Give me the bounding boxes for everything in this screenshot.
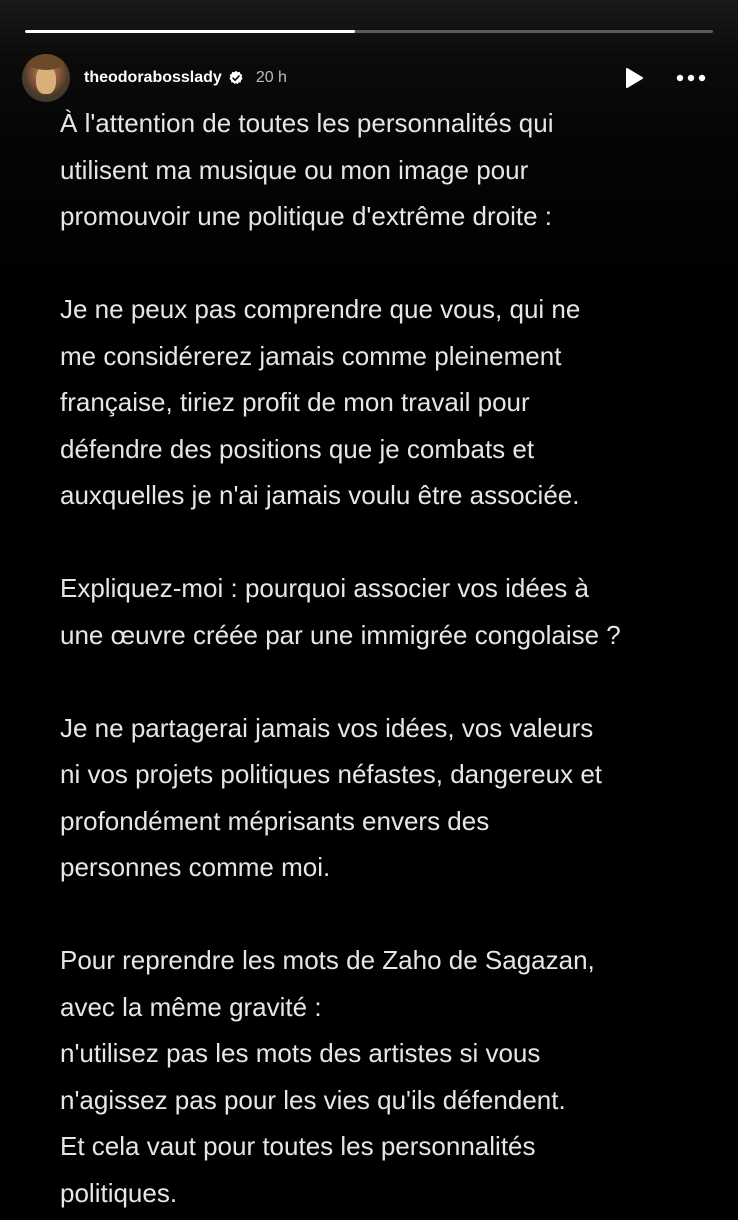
verified-badge-icon	[228, 70, 244, 86]
play-icon	[624, 67, 644, 89]
story-text	[60, 100, 730, 1216]
story-text-line: n'utilisez pas les mots des artistes si vous	[60, 1038, 541, 1068]
story-text-line: une œuvre créée par une immigrée congolaise ?	[60, 619, 621, 650]
post-time: 20 h	[255, 69, 287, 86]
story-text-line: personnes comme moi.	[60, 852, 331, 882]
story-text-line: ni vos projets politiques néfastes, dangereux et	[60, 759, 603, 789]
story-header	[22, 52, 712, 104]
story-text-line: défendre des positions que je combats et	[60, 433, 535, 464]
story-text-line: avec la même gravité :	[60, 991, 322, 1022]
story-text-line: Et cela vaut pour toutes les personnalités	[60, 1131, 536, 1161]
more-options-button[interactable]	[674, 66, 708, 90]
story-text-line: Je ne peux pas comprendre que vous, qui ne	[60, 294, 581, 324]
story-text-line: promouvoir une politique d'extrême droite :	[60, 201, 553, 231]
paragraph-gap	[60, 891, 730, 938]
story-text-line: Pour reprendre les mots de Zaho de Sagazan,	[60, 945, 595, 975]
story-progress-fill	[25, 30, 355, 33]
story-text-line: politiques.	[60, 1177, 178, 1208]
story-text-line: profondément méprisants envers des	[60, 805, 490, 836]
story-text-line: utilisent ma musique ou mon image pour	[60, 154, 529, 185]
story-text-line: Expliquez-moi : pourquoi associer vos idées à	[60, 573, 589, 603]
story-text-line: À l'attention de toutes les personnalités qui	[60, 108, 554, 138]
story-text-line: n'agissez pas pour les vies qu'ils défendent.	[60, 1084, 566, 1115]
story-text-line: Je ne partagerai jamais vos idées, vos valeurs	[60, 712, 594, 743]
more-options-icon	[676, 74, 706, 82]
story-progress-bar	[25, 30, 713, 33]
paragraph-gap	[60, 240, 730, 287]
story-text-line: auxquelles je n'ai jamais voulu être associée.	[60, 480, 580, 510]
story-text-line: me considérerez jamais comme pleinement	[60, 340, 562, 371]
story-text-line: française, tiriez profit de mon travail pour	[60, 387, 530, 417]
paragraph-gap	[60, 658, 730, 705]
avatar[interactable]	[22, 54, 70, 102]
username[interactable]: theodorabosslady	[84, 69, 222, 86]
paragraph-gap	[60, 519, 730, 566]
play-button[interactable]	[622, 66, 646, 90]
